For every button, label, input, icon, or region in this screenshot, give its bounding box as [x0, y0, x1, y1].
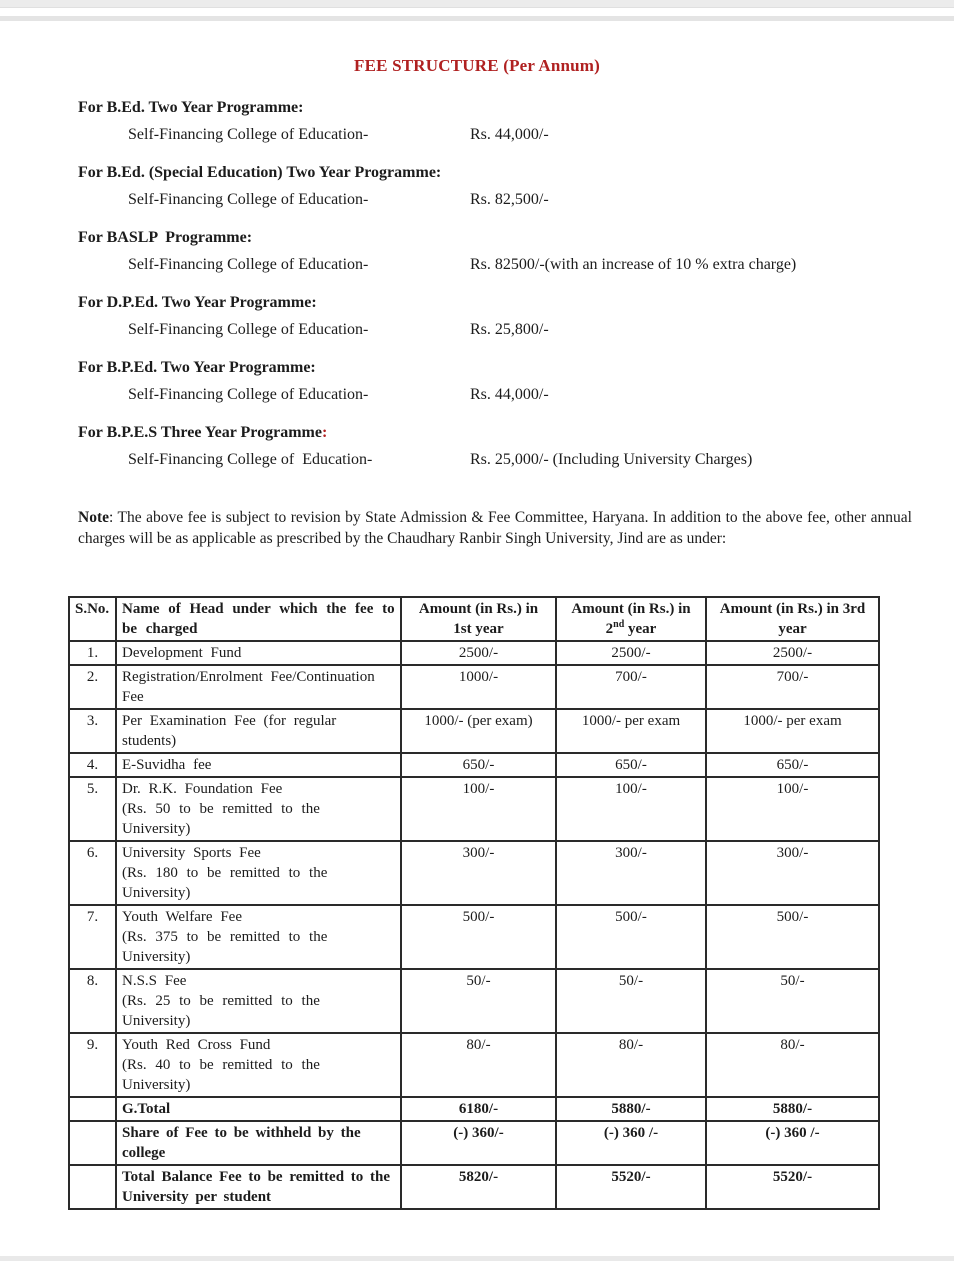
top-edge-line [0, 16, 954, 21]
cell-name [116, 709, 401, 753]
fee-head-detail: (Rs. 25 to be remitted to the University) [122, 993, 320, 1029]
cell-amount-year3: 5520/- [706, 1165, 879, 1209]
programme-college-label: Self-Financing College of Education- [128, 191, 369, 208]
programme-college-label: Self-Financing College of Education- [128, 126, 369, 143]
fee-table [68, 596, 880, 1210]
cell-name [116, 841, 401, 905]
cell-name [116, 1165, 401, 1209]
table-row-college-share [69, 1121, 879, 1165]
cell-amount-year3: 50/- [706, 969, 879, 1033]
table-row [69, 905, 879, 969]
cell-amount-year3: 650/- [706, 753, 879, 777]
cell-name [116, 753, 401, 777]
fee-head-name: Development Fund [122, 645, 242, 661]
programme-heading: For D.P.Ed. Two Year Programme: [78, 294, 317, 311]
cell-amount-year1: 80/- [401, 1033, 556, 1097]
programme-block-bed-special [0, 163, 954, 210]
fee-head-name: E-Suvidha fee [122, 757, 212, 773]
cell-sno [69, 1097, 116, 1121]
cell-amount-year1: 2500/- [401, 641, 556, 665]
programme-college-label: Self-Financing College of Education- [128, 386, 369, 403]
cell-amount-year2: 5880/- [556, 1097, 706, 1121]
cell-sno: 5. [69, 777, 116, 841]
table-row [69, 709, 879, 753]
programme-fee-amount: Rs. 25,000/- (Including University Charges) [470, 451, 753, 468]
col-header-year2-line1: Amount (in Rs.) in [571, 601, 691, 617]
cell-sno: 7. [69, 905, 116, 969]
programme-fee-line [128, 385, 954, 405]
programme-fee-line [128, 320, 954, 340]
programme-fee-amount: Rs. 82,500/- [470, 191, 549, 208]
cell-amount-year2: 700/- [556, 665, 706, 709]
fee-head-name: Youth Red Cross Fund [122, 1037, 271, 1053]
programme-fee-amount: Rs. 25,800/- [470, 321, 549, 338]
programme-fee-amount: Rs. 44,000/- [470, 386, 549, 403]
fee-head-detail: (Rs. 40 to be remitted to the University) [122, 1057, 320, 1093]
programme-heading-colon: : [321, 424, 328, 441]
col-header-year1-line2: 1st year [453, 621, 504, 637]
cell-amount-year1: 100/- [401, 777, 556, 841]
fee-head-name: Dr. R.K. Foundation Fee [122, 781, 283, 797]
table-row [69, 753, 879, 777]
fee-head-name: Share of Fee to be withheld by the college [122, 1125, 361, 1161]
col-header-year1-line1: Amount (in Rs.) in [418, 601, 539, 617]
fee-head-detail: (Rs. 180 to be remitted to the University) [122, 865, 328, 901]
cell-amount-year3: 2500/- [706, 641, 879, 665]
fee-head-detail: (Rs. 375 to be remitted to the University) [122, 929, 328, 965]
cell-amount-year2: 1000/- per exam [556, 709, 706, 753]
col-header-year3-line2: year [778, 621, 807, 637]
table-row [69, 665, 879, 709]
year2-ordinal-rest: year [624, 621, 657, 637]
programme-fee-line [128, 450, 954, 470]
cell-sno [69, 1121, 116, 1165]
cell-amount-year3: 5880/- [706, 1097, 879, 1121]
cell-name [116, 641, 401, 665]
cell-amount-year1: 6180/- [401, 1097, 556, 1121]
cell-amount-year3: 500/- [706, 905, 879, 969]
programme-fee-line [128, 190, 954, 210]
cell-sno: 2. [69, 665, 116, 709]
fee-head-name: Youth Welfare Fee [122, 909, 242, 925]
cell-amount-year1: 1000/- [401, 665, 556, 709]
table-row [69, 777, 879, 841]
document-content [0, 56, 954, 1210]
programme-fee-line [128, 125, 954, 145]
cell-amount-year2: 100/- [556, 777, 706, 841]
cell-name [116, 1121, 401, 1165]
note-label: Note [78, 509, 109, 526]
fee-head-detail: (Rs. 50 to be remitted to the University) [122, 801, 320, 837]
cell-name [116, 969, 401, 1033]
note-text: : The above fee is subject to revision by State Admission & Fee Committee, Haryana. In addition to the above fee, other annual charges will be as applicable as prescribed by the Chaudhary Ranbir Singh University, Jind are as under: [78, 509, 912, 547]
programme-block-bed [0, 98, 954, 145]
cell-name [116, 1097, 401, 1121]
note-paragraph [78, 507, 912, 549]
programme-heading: For BASLP Programme: [78, 229, 253, 246]
programme-block-dped [0, 293, 954, 340]
year2-ordinal-base: 2 [605, 621, 614, 637]
programme-heading [78, 423, 954, 443]
programme-block-bpes [0, 423, 954, 470]
cell-amount-year3: 80/- [706, 1033, 879, 1097]
fee-table-header-row [69, 597, 879, 641]
table-row [69, 969, 879, 1033]
fee-head-name: N.S.S Fee [122, 973, 187, 989]
col-header-year1 [401, 597, 556, 641]
cell-amount-year3: 100/- [706, 777, 879, 841]
cell-sno [69, 1165, 116, 1209]
programme-college-label: Self-Financing College of Education- [128, 256, 369, 273]
page-title: FEE STRUCTURE (Per Annum) [353, 56, 601, 75]
programme-heading: For B.Ed. (Special Education) Two Year Programme: [78, 164, 442, 181]
programme-block-baslp [0, 228, 954, 275]
col-header-sno: S.No. [69, 597, 116, 641]
cell-amount-year2: 650/- [556, 753, 706, 777]
cell-amount-year3: (-) 360 /- [706, 1121, 879, 1165]
table-row [69, 641, 879, 665]
cell-name [116, 777, 401, 841]
programme-heading-text: For B.P.E.S Three Year Programme [78, 424, 322, 441]
fee-head-name: University Sports Fee [122, 845, 261, 861]
cell-amount-year1: 500/- [401, 905, 556, 969]
cell-name [116, 1033, 401, 1097]
fee-head-name: Per Examination Fee (for regular students) [122, 713, 337, 749]
cell-amount-year2: 2500/- [556, 641, 706, 665]
col-header-name: Name of Head under which the fee to be charged [116, 597, 401, 641]
programme-fee-line [128, 255, 954, 275]
cell-amount-year1: 300/- [401, 841, 556, 905]
fee-head-name: G.Total [122, 1101, 171, 1117]
table-row-grand-total [69, 1097, 879, 1121]
programme-fee-amount: Rs. 44,000/- [470, 126, 549, 143]
cell-amount-year2: 300/- [556, 841, 706, 905]
cell-sno: 8. [69, 969, 116, 1033]
col-header-year2 [556, 597, 706, 641]
col-header-year3 [706, 597, 879, 641]
cell-name [116, 905, 401, 969]
cell-sno: 4. [69, 753, 116, 777]
programme-block-bped [0, 358, 954, 405]
top-edge-band [0, 0, 954, 8]
cell-amount-year1: (-) 360/- [401, 1121, 556, 1165]
bottom-edge-line [0, 1256, 954, 1261]
cell-amount-year1: 650/- [401, 753, 556, 777]
year2-ordinal-sup: nd [613, 619, 625, 630]
table-row [69, 841, 879, 905]
fee-head-name: Total Balance Fee to be remitted to the University per student [122, 1169, 391, 1205]
programme-fee-amount: Rs. 82500/-(with an increase of 10 % extra charge) [470, 256, 797, 273]
cell-amount-year1: 1000/- (per exam) [401, 709, 556, 753]
programme-college-label: Self-Financing College of Education- [128, 451, 373, 468]
cell-amount-year1: 5820/- [401, 1165, 556, 1209]
col-header-year3-line1: Amount (in Rs.) in 3rd [719, 601, 866, 617]
cell-amount-year1: 50/- [401, 969, 556, 1033]
cell-amount-year2: (-) 360 /- [556, 1121, 706, 1165]
cell-sno: 9. [69, 1033, 116, 1097]
programme-heading: For B.P.Ed. Two Year Programme: [78, 359, 316, 376]
cell-amount-year2: 500/- [556, 905, 706, 969]
cell-amount-year2: 50/- [556, 969, 706, 1033]
table-row-balance-remitted [69, 1165, 879, 1209]
table-row [69, 1033, 879, 1097]
cell-amount-year3: 300/- [706, 841, 879, 905]
cell-sno: 3. [69, 709, 116, 753]
col-header-year2-line2 [562, 619, 700, 639]
cell-amount-year2: 80/- [556, 1033, 706, 1097]
cell-name [116, 665, 401, 709]
cell-amount-year3: 700/- [706, 665, 879, 709]
cell-amount-year2: 5520/- [556, 1165, 706, 1209]
programme-heading: For B.Ed. Two Year Programme: [78, 99, 304, 116]
cell-amount-year3: 1000/- per exam [706, 709, 879, 753]
fee-head-name: Registration/Enrolment Fee/Continuation Fee [122, 669, 375, 705]
cell-sno: 6. [69, 841, 116, 905]
cell-sno: 1. [69, 641, 116, 665]
programme-college-label: Self-Financing College of Education- [128, 321, 369, 338]
